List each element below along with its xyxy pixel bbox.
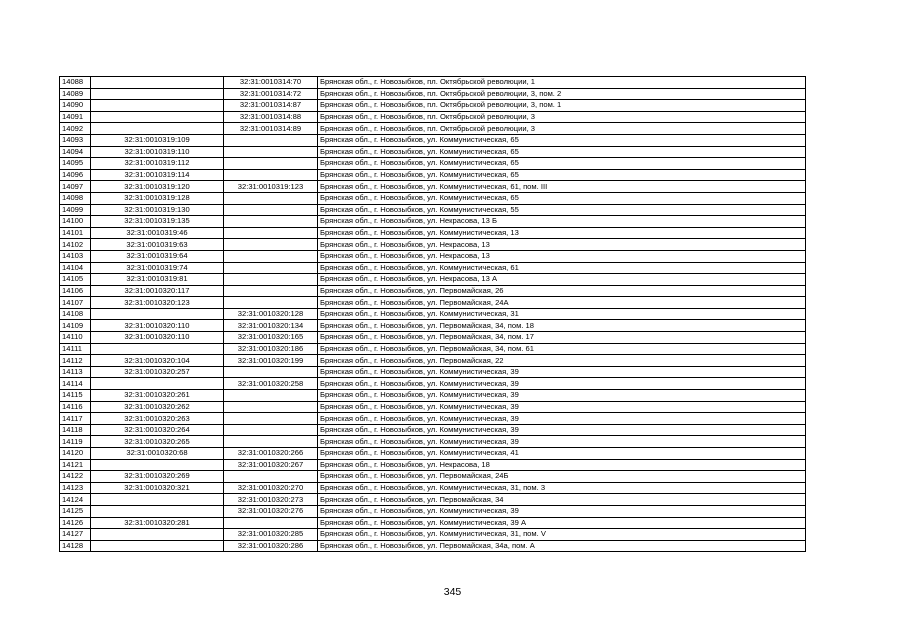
row-number-cell: 14112 (60, 355, 91, 367)
address-cell: Брянская обл., г. Новозыбков, ул. Некрасова, 13 (318, 239, 806, 251)
row-number-cell: 14101 (60, 227, 91, 239)
address-cell: Брянская обл., г. Новозыбков, ул. Некрасова, 13 (318, 250, 806, 262)
address-cell: Брянская обл., г. Новозыбков, пл. Октябрьской революции, 3, пом. 1 (318, 100, 806, 112)
address-cell: Брянская обл., г. Новозыбков, ул. Коммунистическая, 31, пом. 3 (318, 482, 806, 494)
row-number-cell: 14119 (60, 436, 91, 448)
address-cell: Брянская обл., г. Новозыбков, ул. Коммунистическая, 31, пом. V (318, 529, 806, 541)
cadastral-object-number-cell (224, 146, 318, 158)
table-row (60, 448, 806, 460)
row-number-cell: 14126 (60, 517, 91, 529)
cadastral-number-cell (91, 100, 224, 112)
cadastral-number-cell (91, 540, 224, 552)
cadastral-object-number-cell (224, 471, 318, 483)
cadastral-number-cell (91, 378, 224, 390)
row-number-cell: 14090 (60, 100, 91, 112)
row-number-cell: 14128 (60, 540, 91, 552)
cadastral-number-cell: 32:31:0010319:81 (91, 274, 224, 286)
cadastral-object-number-cell (224, 192, 318, 204)
address-cell: Брянская обл., г. Новозыбков, ул. Коммунистическая, 65 (318, 134, 806, 146)
table-row (60, 366, 806, 378)
cadastral-object-number-cell: 32:31:0010320:286 (224, 540, 318, 552)
row-number-cell: 14107 (60, 297, 91, 309)
table-row (60, 378, 806, 390)
table-row (60, 239, 806, 251)
cadastral-number-cell: 32:31:0010319:110 (91, 146, 224, 158)
page-number: 345 (443, 586, 462, 598)
cadastral-number-cell: 32:31:0010320:110 (91, 320, 224, 332)
row-number-cell: 14105 (60, 274, 91, 286)
cadastral-object-number-cell: 32:31:0010314:89 (224, 123, 318, 135)
row-number-cell: 14106 (60, 285, 91, 297)
cadastral-number-cell (91, 123, 224, 135)
cadastral-number-cell: 32:31:0010319:120 (91, 181, 224, 193)
row-number-cell: 14118 (60, 424, 91, 436)
table-row (60, 111, 806, 123)
address-cell: Брянская обл., г. Новозыбков, ул. Коммунистическая, 39 (318, 401, 806, 413)
address-cell: Брянская обл., г. Новозыбков, ул. Первомайская, 34, пом. 61 (318, 343, 806, 355)
row-number-cell: 14096 (60, 169, 91, 181)
cadastral-number-cell: 32:31:0010320:117 (91, 285, 224, 297)
cadastral-object-number-cell (224, 436, 318, 448)
table-row (60, 424, 806, 436)
table-row (60, 192, 806, 204)
table-row (60, 285, 806, 297)
cadastral-number-cell (91, 459, 224, 471)
row-number-cell: 14124 (60, 494, 91, 506)
row-number-cell: 14088 (60, 77, 91, 89)
table-row (60, 505, 806, 517)
address-cell: Брянская обл., г. Новозыбков, ул. Коммунистическая, 39 (318, 436, 806, 448)
address-cell: Брянская обл., г. Новозыбков, пл. Октябрьской революции, 3, пом. 2 (318, 88, 806, 100)
cadastral-object-number-cell: 32:31:0010314:88 (224, 111, 318, 123)
table-row (60, 540, 806, 552)
row-number-cell: 14095 (60, 158, 91, 170)
address-cell: Брянская обл., г. Новозыбков, ул. Коммунистическая, 39 (318, 378, 806, 390)
cadastral-object-number-cell (224, 250, 318, 262)
row-number-cell: 14117 (60, 413, 91, 425)
cadastral-number-cell: 32:31:0010320:110 (91, 332, 224, 344)
address-cell: Брянская обл., г. Новозыбков, ул. Коммунистическая, 39 (318, 413, 806, 425)
table-row (60, 320, 806, 332)
cadastral-number-cell: 32:31:0010319:46 (91, 227, 224, 239)
address-cell: Брянская обл., г. Новозыбков, ул. Некрасова, 13 Б (318, 216, 806, 228)
address-cell: Брянская обл., г. Новозыбков, ул. Коммунистическая, 39 (318, 366, 806, 378)
cadastral-number-cell: 32:31:0010319:63 (91, 239, 224, 251)
address-cell: Брянская обл., г. Новозыбков, ул. Коммунистическая, 31 (318, 308, 806, 320)
cadastral-number-cell: 32:31:0010320:104 (91, 355, 224, 367)
table-row (60, 413, 806, 425)
row-number-cell: 14109 (60, 320, 91, 332)
table-row (60, 401, 806, 413)
address-cell: Брянская обл., г. Новозыбков, ул. Первомайская, 24А (318, 297, 806, 309)
table-row (60, 471, 806, 483)
cadastral-number-cell: 32:31:0010320:263 (91, 413, 224, 425)
row-number-cell: 14104 (60, 262, 91, 274)
cadastral-number-cell (91, 308, 224, 320)
cadastral-object-number-cell (224, 274, 318, 286)
address-cell: Брянская обл., г. Новозыбков, ул. Первомайская, 34а, пом. А (318, 540, 806, 552)
table-row (60, 436, 806, 448)
table-row (60, 77, 806, 89)
table-row (60, 308, 806, 320)
address-cell: Брянская обл., г. Новозыбков, ул. Коммунистическая, 65 (318, 169, 806, 181)
row-number-cell: 14114 (60, 378, 91, 390)
registry-table (59, 76, 806, 552)
cadastral-object-number-cell: 32:31:0010320:285 (224, 529, 318, 541)
row-number-cell: 14122 (60, 471, 91, 483)
cadastral-object-number-cell: 32:31:0010320:267 (224, 459, 318, 471)
address-cell: Брянская обл., г. Новозыбков, ул. Первомайская, 22 (318, 355, 806, 367)
cadastral-object-number-cell (224, 227, 318, 239)
address-cell: Брянская обл., г. Новозыбков, пл. Октябрьской революции, 1 (318, 77, 806, 89)
cadastral-object-number-cell: 32:31:0010320:258 (224, 378, 318, 390)
row-number-cell: 14121 (60, 459, 91, 471)
table-row (60, 529, 806, 541)
cadastral-object-number-cell: 32:31:0010320:128 (224, 308, 318, 320)
cadastral-object-number-cell (224, 285, 318, 297)
address-cell: Брянская обл., г. Новозыбков, ул. Коммунистическая, 65 (318, 158, 806, 170)
cadastral-object-number-cell (224, 297, 318, 309)
row-number-cell: 14125 (60, 505, 91, 517)
table-row (60, 134, 806, 146)
registry-table-body (60, 77, 806, 552)
table-row (60, 459, 806, 471)
table-row (60, 123, 806, 135)
table-row (60, 494, 806, 506)
cadastral-object-number-cell (224, 169, 318, 181)
cadastral-number-cell: 32:31:0010320:123 (91, 297, 224, 309)
row-number-cell: 14127 (60, 529, 91, 541)
address-cell: Брянская обл., г. Новозыбков, ул. Некрасова, 18 (318, 459, 806, 471)
address-cell: Брянская обл., г. Новозыбков, пл. Октябрьской революции, 3 (318, 123, 806, 135)
cadastral-object-number-cell (224, 134, 318, 146)
cadastral-number-cell: 32:31:0010319:74 (91, 262, 224, 274)
table-row (60, 343, 806, 355)
cadastral-number-cell (91, 529, 224, 541)
table-row (60, 181, 806, 193)
cadastral-number-cell: 32:31:0010320:264 (91, 424, 224, 436)
table-row (60, 88, 806, 100)
address-cell: Брянская обл., г. Новозыбков, ул. Первомайская, 26 (318, 285, 806, 297)
address-cell: Брянская обл., г. Новозыбков, пл. Октябрьской революции, 3 (318, 111, 806, 123)
address-cell: Брянская обл., г. Новозыбков, ул. Коммунистическая, 65 (318, 146, 806, 158)
cadastral-number-cell: 32:31:0010320:262 (91, 401, 224, 413)
row-number-cell: 14091 (60, 111, 91, 123)
row-number-cell: 14094 (60, 146, 91, 158)
cadastral-object-number-cell: 32:31:0010320:165 (224, 332, 318, 344)
table-row (60, 482, 806, 494)
cadastral-object-number-cell (224, 517, 318, 529)
address-cell: Брянская обл., г. Новозыбков, ул. Коммунистическая, 61 (318, 262, 806, 274)
cadastral-object-number-cell: 32:31:0010314:87 (224, 100, 318, 112)
table-row (60, 216, 806, 228)
cadastral-number-cell (91, 88, 224, 100)
row-number-cell: 14098 (60, 192, 91, 204)
cadastral-object-number-cell: 32:31:0010320:270 (224, 482, 318, 494)
row-number-cell: 14111 (60, 343, 91, 355)
cadastral-object-number-cell: 32:31:0010314:70 (224, 77, 318, 89)
row-number-cell: 14103 (60, 250, 91, 262)
cadastral-number-cell (91, 494, 224, 506)
address-cell: Брянская обл., г. Новозыбков, ул. Коммунистическая, 13 (318, 227, 806, 239)
row-number-cell: 14120 (60, 448, 91, 460)
cadastral-object-number-cell: 32:31:0010320:186 (224, 343, 318, 355)
table-row (60, 297, 806, 309)
row-number-cell: 14089 (60, 88, 91, 100)
address-cell: Брянская обл., г. Новозыбков, ул. Первомайская, 34, пом. 18 (318, 320, 806, 332)
row-number-cell: 14099 (60, 204, 91, 216)
table-row (60, 517, 806, 529)
row-number-cell: 14097 (60, 181, 91, 193)
cadastral-number-cell (91, 77, 224, 89)
table-row (60, 169, 806, 181)
row-number-cell: 14093 (60, 134, 91, 146)
cadastral-number-cell: 32:31:0010320:265 (91, 436, 224, 448)
cadastral-object-number-cell (224, 158, 318, 170)
row-number-cell: 14116 (60, 401, 91, 413)
cadastral-object-number-cell (224, 390, 318, 402)
cadastral-number-cell: 32:31:0010320:269 (91, 471, 224, 483)
table-row (60, 100, 806, 112)
table-row (60, 204, 806, 216)
cadastral-number-cell (91, 343, 224, 355)
cadastral-number-cell: 32:31:0010319:109 (91, 134, 224, 146)
row-number-cell: 14102 (60, 239, 91, 251)
cadastral-number-cell: 32:31:0010320:281 (91, 517, 224, 529)
row-number-cell: 14115 (60, 390, 91, 402)
address-cell: Брянская обл., г. Новозыбков, ул. Коммунистическая, 61, пом. III (318, 181, 806, 193)
address-cell: Брянская обл., г. Новозыбков, ул. Коммунистическая, 39 (318, 424, 806, 436)
cadastral-object-number-cell: 32:31:0010320:199 (224, 355, 318, 367)
table-row (60, 332, 806, 344)
row-number-cell: 14113 (60, 366, 91, 378)
cadastral-number-cell: 32:31:0010319:114 (91, 169, 224, 181)
address-cell: Брянская обл., г. Новозыбков, ул. Некрасова, 13 А (318, 274, 806, 286)
address-cell: Брянская обл., г. Новозыбков, ул. Коммунистическая, 65 (318, 192, 806, 204)
cadastral-number-cell (91, 111, 224, 123)
cadastral-object-number-cell: 32:31:0010320:134 (224, 320, 318, 332)
cadastral-object-number-cell (224, 401, 318, 413)
row-number-cell: 14100 (60, 216, 91, 228)
row-number-cell: 14108 (60, 308, 91, 320)
cadastral-object-number-cell (224, 216, 318, 228)
address-cell: Брянская обл., г. Новозыбков, ул. Первомайская, 34, пом. 17 (318, 332, 806, 344)
cadastral-number-cell: 32:31:0010319:112 (91, 158, 224, 170)
cadastral-object-number-cell (224, 366, 318, 378)
cadastral-object-number-cell (224, 204, 318, 216)
table-row (60, 250, 806, 262)
cadastral-number-cell: 32:31:0010319:64 (91, 250, 224, 262)
address-cell: Брянская обл., г. Новозыбков, ул. Первомайская, 34 (318, 494, 806, 506)
cadastral-object-number-cell (224, 239, 318, 251)
address-cell: Брянская обл., г. Новозыбков, ул. Коммунистическая, 39 (318, 505, 806, 517)
row-number-cell: 14092 (60, 123, 91, 135)
table-row (60, 262, 806, 274)
cadastral-number-cell: 32:31:0010319:135 (91, 216, 224, 228)
cadastral-object-number-cell (224, 262, 318, 274)
cadastral-number-cell: 32:31:0010319:130 (91, 204, 224, 216)
table-row (60, 158, 806, 170)
cadastral-number-cell: 32:31:0010320:261 (91, 390, 224, 402)
cadastral-object-number-cell (224, 413, 318, 425)
cadastral-object-number-cell: 32:31:0010314:72 (224, 88, 318, 100)
cadastral-number-cell: 32:31:0010320:257 (91, 366, 224, 378)
row-number-cell: 14110 (60, 332, 91, 344)
cadastral-number-cell (91, 505, 224, 517)
address-cell: Брянская обл., г. Новозыбков, ул. Коммунистическая, 39 (318, 390, 806, 402)
cadastral-number-cell: 32:31:0010320:321 (91, 482, 224, 494)
table-row (60, 355, 806, 367)
cadastral-object-number-cell: 32:31:0010320:276 (224, 505, 318, 517)
table-row (60, 227, 806, 239)
cadastral-object-number-cell: 32:31:0010320:273 (224, 494, 318, 506)
cadastral-number-cell: 32:31:0010320:68 (91, 448, 224, 460)
cadastral-object-number-cell: 32:31:0010320:266 (224, 448, 318, 460)
cadastral-object-number-cell (224, 424, 318, 436)
address-cell: Брянская обл., г. Новозыбков, ул. Коммунистическая, 55 (318, 204, 806, 216)
row-number-cell: 14123 (60, 482, 91, 494)
cadastral-object-number-cell: 32:31:0010319:123 (224, 181, 318, 193)
address-cell: Брянская обл., г. Новозыбков, ул. Коммунистическая, 39 А (318, 517, 806, 529)
cadastral-number-cell: 32:31:0010319:128 (91, 192, 224, 204)
table-row (60, 390, 806, 402)
address-cell: Брянская обл., г. Новозыбков, ул. Первомайская, 24Б (318, 471, 806, 483)
address-cell: Брянская обл., г. Новозыбков, ул. Коммунистическая, 41 (318, 448, 806, 460)
table-row (60, 274, 806, 286)
table-row (60, 146, 806, 158)
